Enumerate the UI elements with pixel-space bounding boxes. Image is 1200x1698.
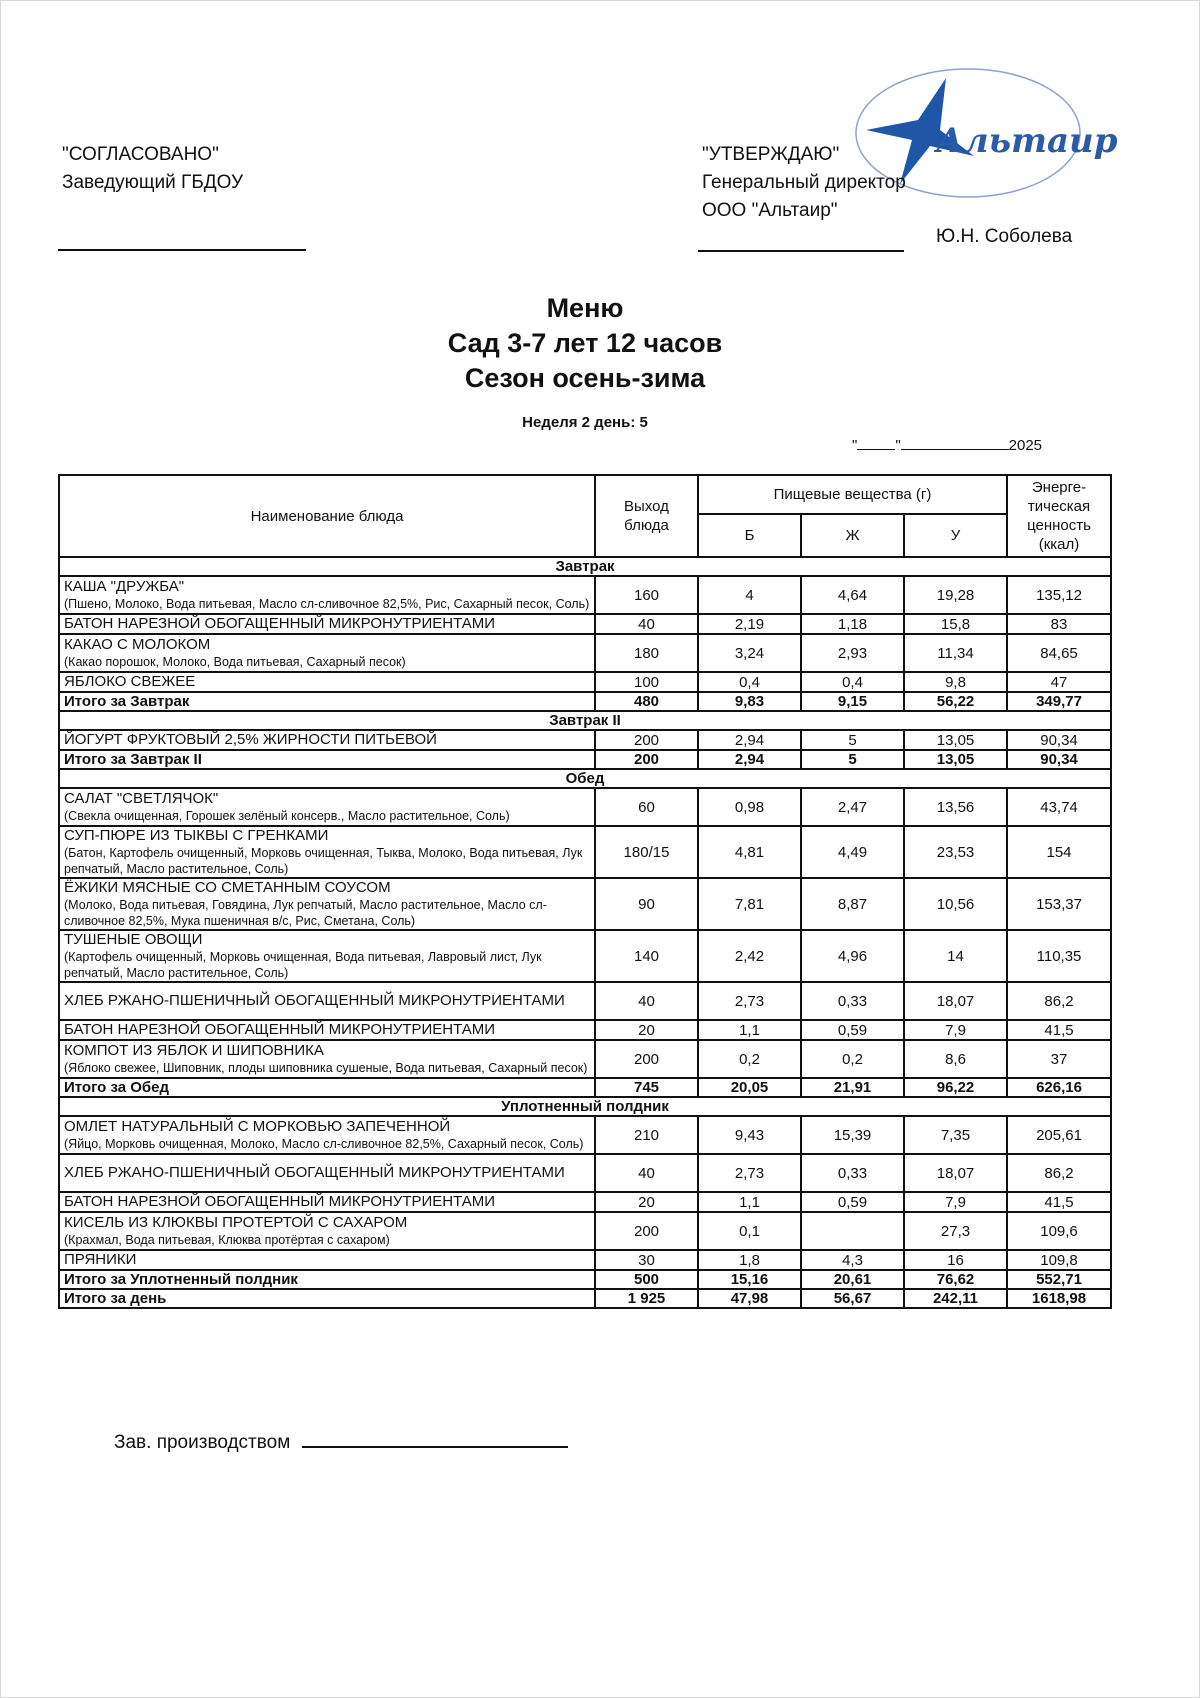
section-total-row [59, 1078, 1111, 1097]
energy-cell: 47 [1007, 672, 1111, 692]
yield-cell: 200 [595, 1212, 698, 1250]
energy-cell: 110,35 [1007, 930, 1111, 982]
header-yield: Выход блюда [595, 475, 698, 557]
fat-cell [801, 1212, 904, 1250]
table-row [59, 1192, 1111, 1212]
dish-name: КИСЕЛЬ ИЗ КЛЮКВЫ ПРОТЕРТОЙ С САХАРОМ [64, 1214, 408, 1231]
fat-cell: 0,4 [801, 672, 904, 692]
menu-table [58, 474, 1112, 1309]
header-nutrients: Пищевые вещества (г) [698, 475, 1007, 514]
total-protein: 9,83 [698, 692, 801, 711]
header-energy: Энерге- тическая ценность (ккал) [1007, 475, 1111, 557]
yield-cell: 180/15 [595, 826, 698, 878]
table-row [59, 672, 1111, 692]
total-protein: 15,16 [698, 1270, 801, 1289]
protein-cell: 4 [698, 576, 801, 614]
season-title: Сезон осень-зима [464, 363, 706, 393]
day-total-yield: 1 925 [595, 1289, 698, 1308]
fat-cell: 0,33 [801, 982, 904, 1020]
carbs-cell: 18,07 [904, 982, 1007, 1020]
dish-composition: (Пшено, Молоко, Вода питьевая, Масло сл-сливочное 82,5%, Рис, Сахарный песок, Соль) [64, 597, 590, 611]
yield-cell: 20 [595, 1020, 698, 1040]
section-total-row [59, 692, 1111, 711]
energy-cell: 41,5 [1007, 1192, 1111, 1212]
date-month-blank [901, 435, 1009, 450]
carbs-cell: 16 [904, 1250, 1007, 1270]
dish-name: ТУШЕНЫЕ ОВОЩИ [64, 931, 203, 948]
yield-cell: 160 [595, 576, 698, 614]
total-carbs: 56,22 [904, 692, 1007, 711]
dish-cell [59, 826, 595, 878]
section-row [59, 1097, 1111, 1116]
company-name: ООО "Альтаир" [702, 200, 838, 221]
date-quote-open: " [852, 437, 858, 454]
carbs-cell: 13,05 [904, 730, 1007, 750]
yield-cell: 140 [595, 930, 698, 982]
right-position: Генеральный директор [702, 172, 906, 193]
dish-cell [59, 1040, 595, 1078]
dish-name: ХЛЕБ РЖАНО-ПШЕНИЧНЫЙ ОБОГАЩЕННЫЙ МИКРОНУТРИЕНТАМИ [64, 1164, 565, 1181]
date-year: 2025 [1008, 437, 1043, 454]
dish-name: ХЛЕБ РЖАНО-ПШЕНИЧНЫЙ ОБОГАЩЕННЫЙ МИКРОНУТРИЕНТАМИ [64, 992, 565, 1009]
section-title: Обед [59, 769, 1111, 788]
menu-body [59, 557, 1111, 1308]
carbs-cell: 15,8 [904, 614, 1007, 634]
left-position: Заведующий ГБДОУ [62, 172, 244, 193]
fat-cell: 2,47 [801, 788, 904, 826]
section-row [59, 769, 1111, 788]
section-title: Завтрак II [59, 711, 1111, 730]
dish-name: СУП-ПЮРЕ ИЗ ТЫКВЫ С ГРЕНКАМИ [64, 827, 329, 844]
protein-cell: 0,98 [698, 788, 801, 826]
carbs-cell: 27,3 [904, 1212, 1007, 1250]
energy-cell: 153,37 [1007, 878, 1111, 930]
section-total-row [59, 750, 1111, 769]
dish-cell [59, 1116, 595, 1154]
total-carbs: 96,22 [904, 1078, 1007, 1097]
week-day: Неделя 2 день: 5 [522, 414, 648, 431]
production-signature [114, 1428, 568, 1454]
dish-name: ПРЯНИКИ [64, 1251, 137, 1268]
table-row [59, 788, 1111, 826]
dish-cell [59, 576, 595, 614]
dish-cell [59, 1020, 595, 1040]
energy-cell: 205,61 [1007, 1116, 1111, 1154]
dish-cell [59, 1212, 595, 1250]
energy-cell: 86,2 [1007, 1154, 1111, 1192]
total-fat: 5 [801, 750, 904, 769]
protein-cell: 1,1 [698, 1020, 801, 1040]
fat-cell: 1,18 [801, 614, 904, 634]
dish-cell [59, 730, 595, 750]
date-quote-close: " [895, 437, 901, 454]
fat-cell: 4,96 [801, 930, 904, 982]
protein-cell: 0,1 [698, 1212, 801, 1250]
total-yield: 480 [595, 692, 698, 711]
yield-cell: 200 [595, 1040, 698, 1078]
total-protein: 20,05 [698, 1078, 801, 1097]
yield-cell: 40 [595, 982, 698, 1020]
section-title: Уплотненный полдник [59, 1097, 1111, 1116]
date-line [852, 435, 1042, 454]
dish-cell [59, 614, 595, 634]
dish-cell [59, 982, 595, 1020]
table-row [59, 930, 1111, 982]
fat-cell: 2,93 [801, 634, 904, 672]
production-signature-line [302, 1428, 568, 1448]
total-fat: 9,15 [801, 692, 904, 711]
dish-name: КАКАО С МОЛОКОМ [64, 636, 211, 653]
total-label: Итого за Завтрак II [59, 750, 595, 769]
fat-cell: 8,87 [801, 878, 904, 930]
total-fat: 21,91 [801, 1078, 904, 1097]
header-fat: Ж [801, 514, 904, 557]
director-name: Ю.Н. Соболева [936, 226, 1073, 247]
dish-cell [59, 634, 595, 672]
header-name: Наименование блюда [59, 475, 595, 557]
dish-composition: (Батон, Картофель очищенный, Морковь очищенная, Тыква, Молоко, Вода питьевая, Лук репчатый, Масло растительное, Соль) [64, 846, 583, 876]
energy-cell: 41,5 [1007, 1020, 1111, 1040]
carbs-cell: 9,8 [904, 672, 1007, 692]
dish-cell [59, 672, 595, 692]
yield-cell: 40 [595, 614, 698, 634]
dish-cell [59, 930, 595, 982]
table-row [59, 1212, 1111, 1250]
production-label: Зав. производством [114, 1432, 291, 1453]
dish-composition: (Картофель очищенный, Морковь очищенная, Вода питьевая, Лавровый лист, Лук репчатый, Масло растительное, Соль) [64, 950, 542, 980]
table-row [59, 1040, 1111, 1078]
protein-cell: 9,43 [698, 1116, 801, 1154]
right-signature-line [698, 250, 904, 252]
energy-cell: 109,8 [1007, 1250, 1111, 1270]
approved-label: "СОГЛАСОВАНО" [62, 144, 219, 165]
day-total-energy: 1618,98 [1007, 1289, 1111, 1308]
total-protein: 2,94 [698, 750, 801, 769]
day-total-protein: 47,98 [698, 1289, 801, 1308]
section-title: Завтрак [59, 557, 1111, 576]
header-carbs: У [904, 514, 1007, 557]
fat-cell: 0,2 [801, 1040, 904, 1078]
yield-cell: 60 [595, 788, 698, 826]
day-total-label: Итого за день [59, 1289, 595, 1308]
table-row [59, 1154, 1111, 1192]
dish-composition: (Яйцо, Морковь очищенная, Молоко, Масло сл-сливочное 82,5%, Сахарный песок, Соль) [64, 1137, 584, 1151]
page-subtitle: Сад 3-7 лет 12 часов [447, 328, 723, 358]
dish-composition: (Какао порошок, Молоко, Вода питьевая, Сахарный песок) [64, 655, 406, 669]
table-row [59, 730, 1111, 750]
total-energy: 349,77 [1007, 692, 1111, 711]
carbs-cell: 8,6 [904, 1040, 1007, 1078]
total-yield: 745 [595, 1078, 698, 1097]
protein-cell: 1,8 [698, 1250, 801, 1270]
dish-name: БАТОН НАРЕЗНОЙ ОБОГАЩЕННЫЙ МИКРОНУТРИЕНТАМИ [64, 1021, 496, 1038]
carbs-cell: 7,9 [904, 1020, 1007, 1040]
fat-cell: 0,59 [801, 1192, 904, 1212]
yield-cell: 40 [595, 1154, 698, 1192]
carbs-cell: 23,53 [904, 826, 1007, 878]
protein-cell: 2,19 [698, 614, 801, 634]
energy-cell: 86,2 [1007, 982, 1111, 1020]
total-energy: 626,16 [1007, 1078, 1111, 1097]
energy-cell: 90,34 [1007, 730, 1111, 750]
dish-name: САЛАТ "СВЕТЛЯЧОК" [64, 790, 219, 807]
yield-cell: 90 [595, 878, 698, 930]
energy-cell: 109,6 [1007, 1212, 1111, 1250]
energy-cell: 37 [1007, 1040, 1111, 1078]
yield-cell: 30 [595, 1250, 698, 1270]
total-yield: 500 [595, 1270, 698, 1289]
total-energy: 90,34 [1007, 750, 1111, 769]
energy-cell: 154 [1007, 826, 1111, 878]
fat-cell: 5 [801, 730, 904, 750]
yield-cell: 180 [595, 634, 698, 672]
dish-cell [59, 1250, 595, 1270]
dish-composition: (Молоко, Вода питьевая, Говядина, Лук репчатый, Масло растительное, Масло сл-сливочное 82,5%, Мука пшеничная в/с, Рис, Сметана, Соль) [64, 898, 547, 928]
total-label: Итого за Обед [59, 1078, 595, 1097]
dish-name: ЙОГУРТ ФРУКТОВЫЙ 2,5% ЖИРНОСТИ ПИТЬЕВОЙ [64, 731, 437, 748]
total-fat: 20,61 [801, 1270, 904, 1289]
table-row [59, 634, 1111, 672]
yield-cell: 20 [595, 1192, 698, 1212]
energy-cell: 135,12 [1007, 576, 1111, 614]
yield-cell: 100 [595, 672, 698, 692]
dish-cell [59, 878, 595, 930]
fat-cell: 4,49 [801, 826, 904, 878]
table-row [59, 576, 1111, 614]
total-energy: 552,71 [1007, 1270, 1111, 1289]
header-protein: Б [698, 514, 801, 557]
dish-composition: (Крахмал, Вода питьевая, Клюква протёртая с сахаром) [64, 1233, 390, 1247]
dish-cell [59, 1192, 595, 1212]
protein-cell: 2,73 [698, 1154, 801, 1192]
protein-cell: 2,73 [698, 982, 801, 1020]
total-carbs: 13,05 [904, 750, 1007, 769]
dish-name: КАША "ДРУЖБА" [64, 578, 185, 595]
fat-cell: 4,3 [801, 1250, 904, 1270]
dish-name: ЯБЛОКО СВЕЖЕЕ [64, 673, 196, 690]
dish-composition: (Яблоко свежее, Шиповник, плоды шиповника сушеные, Вода питьевая, Сахарный песок) [64, 1061, 588, 1075]
table-row [59, 1116, 1111, 1154]
date-day-blank [857, 435, 895, 450]
table-row [59, 878, 1111, 930]
dish-name: ОМЛЕТ НАТУРАЛЬНЫЙ С МОРКОВЬЮ ЗАПЕЧЕННОЙ [64, 1118, 451, 1135]
fat-cell: 4,64 [801, 576, 904, 614]
total-yield: 200 [595, 750, 698, 769]
left-signature-line [58, 249, 306, 251]
carbs-cell: 7,9 [904, 1192, 1007, 1212]
energy-cell: 43,74 [1007, 788, 1111, 826]
dish-cell [59, 1154, 595, 1192]
protein-cell: 0,2 [698, 1040, 801, 1078]
carbs-cell: 11,34 [904, 634, 1007, 672]
day-total-carbs: 242,11 [904, 1289, 1007, 1308]
protein-cell: 4,81 [698, 826, 801, 878]
section-row [59, 711, 1111, 730]
energy-cell: 84,65 [1007, 634, 1111, 672]
yield-cell: 200 [595, 730, 698, 750]
dish-name: ЁЖИКИ МЯСНЫЕ СО СМЕТАННЫМ СОУСОМ [64, 879, 391, 896]
protein-cell: 7,81 [698, 878, 801, 930]
yield-cell: 210 [595, 1116, 698, 1154]
protein-cell: 0,4 [698, 672, 801, 692]
table-row [59, 614, 1111, 634]
carbs-cell: 14 [904, 930, 1007, 982]
energy-cell: 83 [1007, 614, 1111, 634]
carbs-cell: 7,35 [904, 1116, 1007, 1154]
protein-cell: 2,42 [698, 930, 801, 982]
section-total-row [59, 1270, 1111, 1289]
carbs-cell: 18,07 [904, 1154, 1007, 1192]
protein-cell: 2,94 [698, 730, 801, 750]
protein-cell: 3,24 [698, 634, 801, 672]
protein-cell: 1,1 [698, 1192, 801, 1212]
total-label: Итого за Уплотненный полдник [59, 1270, 595, 1289]
dish-composition: (Свекла очищенная, Горошек зелёный консерв., Масло растительное, Соль) [64, 809, 510, 823]
dish-name: КОМПОТ ИЗ ЯБЛОК И ШИПОВНИКА [64, 1042, 324, 1059]
carbs-cell: 13,56 [904, 788, 1007, 826]
dish-name: БАТОН НАРЕЗНОЙ ОБОГАЩЕННЫЙ МИКРОНУТРИЕНТАМИ [64, 615, 496, 632]
carbs-cell: 19,28 [904, 576, 1007, 614]
table-row [59, 1250, 1111, 1270]
total-carbs: 76,62 [904, 1270, 1007, 1289]
day-total-row [59, 1289, 1111, 1308]
carbs-cell: 10,56 [904, 878, 1007, 930]
table-row [59, 826, 1111, 878]
table-row [59, 982, 1111, 1020]
fat-cell: 15,39 [801, 1116, 904, 1154]
approve-label: "УТВЕРЖДАЮ" [702, 144, 840, 165]
day-total-fat: 56,67 [801, 1289, 904, 1308]
svg-text:Альтаир: Альтаир [936, 121, 1118, 161]
page-title: Меню [546, 293, 624, 323]
total-label: Итого за Завтрак [59, 692, 595, 711]
fat-cell: 0,59 [801, 1020, 904, 1040]
section-row [59, 557, 1111, 576]
fat-cell: 0,33 [801, 1154, 904, 1192]
table-row [59, 1020, 1111, 1040]
dish-cell [59, 788, 595, 826]
dish-name: БАТОН НАРЕЗНОЙ ОБОГАЩЕННЫЙ МИКРОНУТРИЕНТАМИ [64, 1193, 496, 1210]
